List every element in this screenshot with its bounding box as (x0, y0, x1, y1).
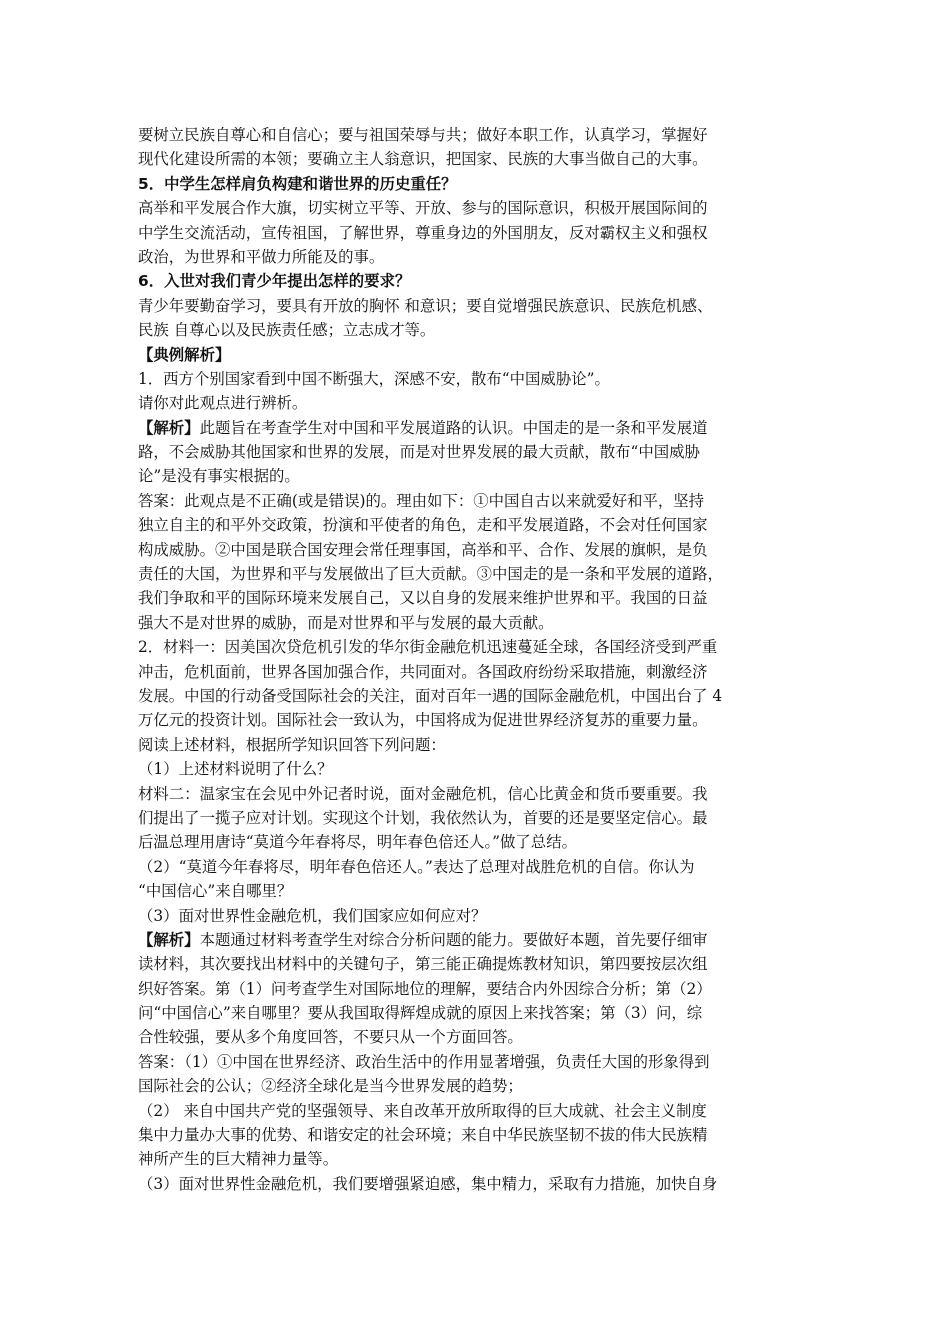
sub-question-1: （1）上述材料说明了什么？ (138, 760, 333, 779)
question-heading-6: 6．入世对我们青少年提出怎样的要求？ (138, 272, 411, 291)
body-line: 集中力量办大事的优势、和谐安定的社会环境；来自中华民族坚韧不拔的伟大民族精 (138, 1126, 708, 1145)
analysis-label: 【解析】 (138, 930, 200, 949)
body-line: 我们争取和平的国际环境来发展自己，又以自身的发展来维护世界和平。我国的日益 (138, 589, 708, 608)
body-line: 高举和平发展合作大旗，切实树立平等、开放、参与的国际意识，积极开展国际间的 (138, 199, 708, 218)
body-line: 阅读上述材料，根据所学知识回答下列问题： (138, 735, 446, 754)
body-line: 发展。中国的行动备受国际社会的关注，面对百年一遇的国际金融危机，中国出台了 4 (138, 686, 723, 705)
answer-part-3: （3）面对世界性金融危机，我们要增强紧迫感，集中精力，采取有力措施，加快自身 (138, 1174, 718, 1193)
body-line: 论”是没有事实根据的。 (138, 467, 300, 486)
body-line: 国际社会的公认；②经济全球化是当今世界发展的趋势； (138, 1077, 523, 1096)
sub-question-2: （2）“莫道今年春将尽，明年春色倍还人。”表达了总理对战胜危机的自信。你认为 (138, 857, 695, 876)
body-line: 独立自主的和平外交政策，扮演和平使者的角色，走和平发展道路，不会对任何国家 (138, 516, 708, 535)
body-line: 织好答案。第（1）问考查学生对国际地位的理解，要结合内外因综合分析；第（2） (138, 979, 712, 998)
analysis-line (138, 416, 818, 440)
body-line: 青少年要勤奋学习，要具有开放的胸怀 和意识；要自觉增强民族意识、民族危机感、 (138, 296, 713, 315)
body-line: 材料二：温家宝在会见中外记者时说，面对金融危机，信心比黄金和货币要重要。我 (138, 784, 708, 803)
body-line: 神所产生的巨大精神力量等。 (138, 1150, 339, 1169)
body-line: 强大不是对世界的威胁，而是对世界和平与发展的最大贡献。 (138, 613, 554, 632)
body-line: 构成威胁。②中国是联合国安理会常任理事国，高举和平、合作、发展的旗帜，是负 (138, 540, 708, 559)
analysis-line (138, 928, 818, 952)
example-1-question: 1．西方个别国家看到中国不断强大，深感不安，散布“中国威胁论”。 (138, 369, 610, 388)
body-line: 合性较强，要从多个角度回答，不要只从一个方面回答。 (138, 1028, 523, 1047)
analysis-label: 【解析】 (138, 418, 200, 437)
answer-line: 答案：（1）①中国在世界经济、政治生活中的作用显著增强，负责任大国的形象得到 (138, 1052, 710, 1071)
answer-part-2: （2） 来自中国共产党的坚强领导、来自改革开放所取得的巨大成就、社会主义制度 (138, 1101, 707, 1120)
body-line: 冲击，危机面前，世界各国加强合作，共同面对。各国政府纷纷采取措施，刺激经济 (138, 662, 708, 681)
body-line: 问“中国信心”来自哪里？要从我国取得辉煌成就的原因上来找答案；第（3）问，综 (138, 1004, 703, 1023)
document-body (138, 123, 818, 1196)
body-line: 读材料，其次要找出材料中的关键句子，第三能正确提炼教材知识，第四要按层次组 (138, 955, 708, 974)
body-line: 民族 自尊心以及民族责任感；立志成才等。 (138, 321, 436, 340)
section-heading-examples: 【典例解析】 (138, 345, 231, 364)
analysis-text: 此题旨在考查学生对中国和平发展道路的认识。中国走的是一条和平发展道 (199, 418, 708, 437)
analysis-text: 本题通过材料考查学生对综合分析问题的能力。要做好本题，首先要仔细审 (199, 930, 708, 949)
answer-line: 答案：此观点是不正确(或是错误)的。理由如下：①中国自古以来就爱好和平，坚持 (138, 491, 705, 510)
body-line: 中学生交流活动，宣传祖国，了解世界，尊重身边的外国朋友，反对霸权主义和强权 (138, 223, 708, 242)
body-line: 万亿元的投资计划。国际社会一致认为，中国将成为促进世界经济复苏的重要力量。 (138, 711, 708, 730)
body-line: 责任的大国，为世界和平与发展做出了巨大贡献。③中国走的是一条和平发展的道路， (138, 565, 723, 584)
body-line: 路，不会威胁其他国家和世界的发展，而是对世界发展的最大贡献，散布“中国威胁 (138, 443, 700, 462)
body-line: 要树立民族自尊心和自信心；要与祖国荣辱与共；做好本职工作，认真学习，掌握好 (138, 126, 708, 144)
sub-question-3: （3）面对世界性金融危机，我们国家应如何应对？ (138, 906, 487, 925)
body-line: 后温总理用唐诗“莫道今年春将尽，明年春色倍还人。”做了总结。 (138, 833, 577, 852)
question-heading-5: 5．中学生怎样肩负构建和谐世界的历史重任？ (138, 174, 457, 193)
body-line: 们提出了一揽子应对计划。实现这个计划，我依然认为，首要的还是要坚定信心。最 (138, 808, 708, 827)
body-line: 请你对此观点进行辨析。 (138, 394, 308, 413)
body-line: “中国信心”来自哪里？ (138, 882, 293, 901)
body-line: 政治，为世界和平做力所能及的事。 (138, 247, 385, 266)
body-line: 现代化建设所需的本领；要确立主人翁意识，把国家、民族的大事当做自己的大事。 (138, 150, 708, 169)
example-2-material: 2．材料一：因美国次贷危机引发的华尔街金融危机迅速蔓延全球，各国经济受到严重 (138, 638, 718, 657)
